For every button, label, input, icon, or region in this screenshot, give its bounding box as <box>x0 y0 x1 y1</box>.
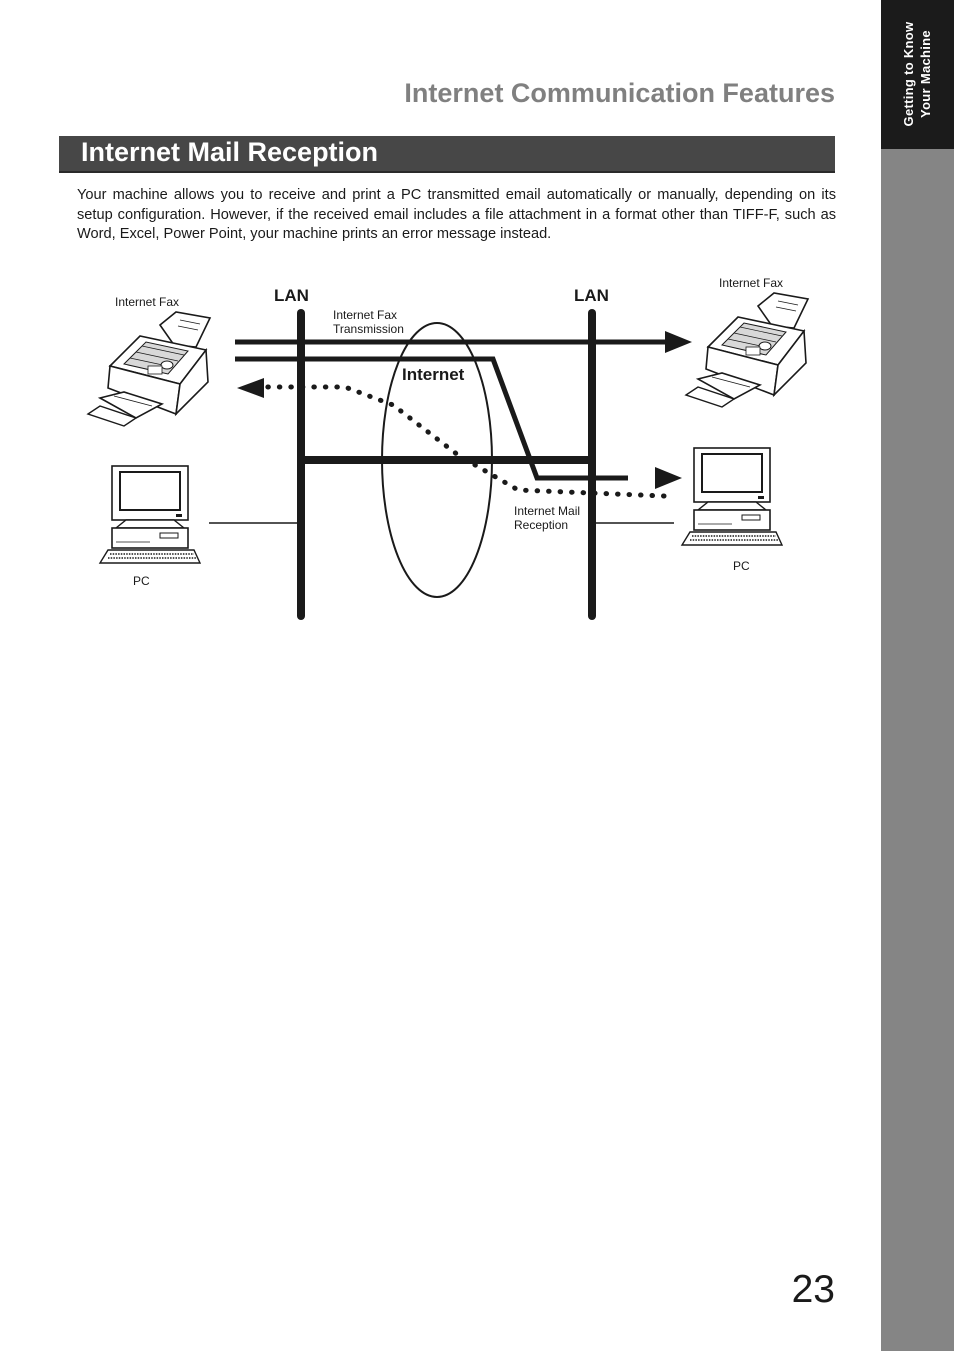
left-lan-label: LAN <box>274 286 309 305</box>
page-number: 23 <box>791 1268 835 1311</box>
intro-paragraph: Your machine allows you to receive and print a PC transmitted email automatically or manually, depending on its setup configuration. However, if the received email includes a file attachment in a format other than TIFF-F, such as Word, Excel, Power Point, your machine prints an error message instead. <box>77 187 836 242</box>
right-pc-label: PC <box>733 559 750 573</box>
right-lan-label: LAN <box>574 286 609 305</box>
reception-arrowhead <box>655 467 682 489</box>
network-diagram <box>0 0 954 660</box>
chapter-tab-line1: Getting to Know <box>901 21 916 127</box>
chapter-tab-line2: Your Machine <box>918 30 933 118</box>
mail-reception-arrowhead <box>237 378 264 398</box>
reception-label-line2: Reception <box>514 518 569 532</box>
page-title: Internet Mail Reception <box>81 137 379 167</box>
section-title: Internet Communication Features <box>404 78 835 108</box>
transmission-label-line1: Internet Fax <box>333 308 398 322</box>
right-fax-icon <box>686 293 808 407</box>
transmission-arrowhead <box>665 331 692 353</box>
internet-label: Internet <box>402 365 465 384</box>
transmission-label-line2: Transmission <box>333 322 404 336</box>
right-fax-label: Internet Fax <box>719 276 784 290</box>
left-fax-label: Internet Fax <box>115 295 180 309</box>
left-pc-icon <box>100 466 200 563</box>
left-pc-label: PC <box>133 574 150 588</box>
left-fax-icon <box>88 312 210 426</box>
reception-label-line1: Internet Mail <box>514 504 581 518</box>
right-pc-icon <box>682 448 782 545</box>
